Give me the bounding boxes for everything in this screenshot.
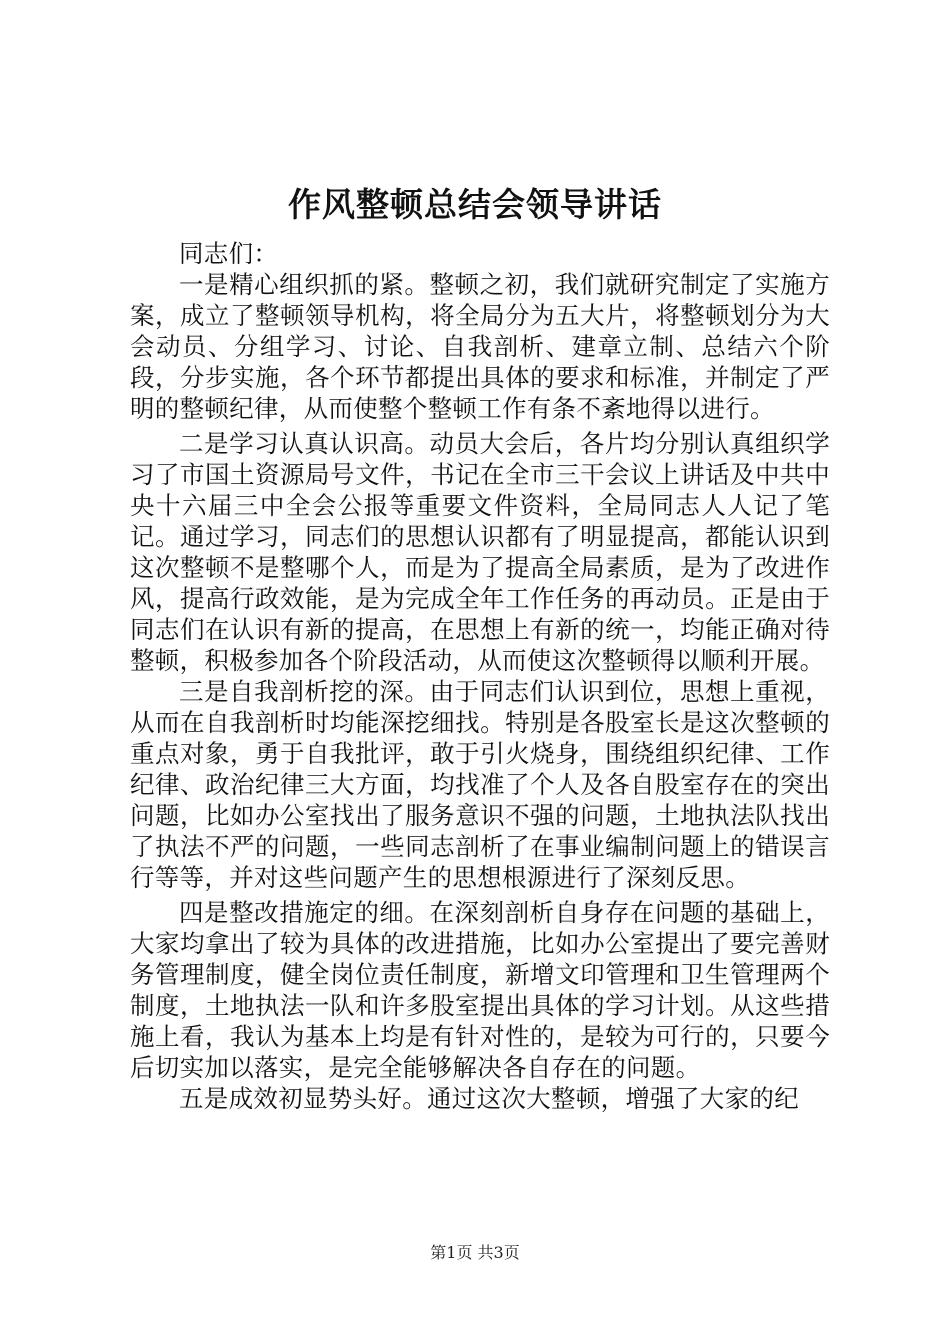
paragraph-2: 二是学习认真认识高。动员大会后，各片均分别认真组织学习了市国土资源局号文件，书记在全市三干会议上讲话及中共中央十六届三中全会公报等重要文件资料，全局同志人人记了笔记。通过学习，同志们的思想认识都有了明显提高，都能认识到这次整顿不是整哪个人，而是为了提高全局素质，是为了改进作风，提高行政效能，是为完成全年工作任务的再动员。正是由于同志们在认识有新的提高，在思想上有新的统一，均能正确对待整顿，积极参加各个阶段活动，从而使这次整顿得以顺利开展。 [130,429,830,675]
document-title: 作风整顿总结会领导讲话 [288,185,662,224]
salutation: 同志们： [179,239,279,268]
paragraph-4: 四是整改措施定的细。在深刻剖析自身存在问题的基础上，大家均拿出了较为具体的改进措施，比如办公室提出了要完善财务管理制度，健全岗位责任制度，新增文印管理和卫生管理两个制度，土地执法一队和许多股室提出具体的学习计划。从这些措施上看，我认为基本上均是有针对性的，是较为可行的，只要今后切实加以落实，是完全能够解决各自存在的问题。 [130,898,830,1082]
paragraph-1: 一是精心组织抓的紧。整顿之初，我们就研究制定了实施方案，成立了整顿领导机构，将全局分为五大片，将整顿划分为大会动员、分组学习、讨论、自我剖析、建章立制、总结六个阶段，分步实施，各个环节都提出具体的要求和标准，并制定了严明的整顿纪律，从而使整个整顿工作有条不紊地得以进行。 [130,270,830,423]
paragraph-5: 五是成效初显势头好。通过这次大整顿，增强了大家的纪 [179,1084,799,1113]
document-body [130,238,830,1114]
page-footer: 第1页 共3页 [430,1243,520,1262]
paragraph-3: 三是自我剖析挖的深。由于同志们认识到位，思想上重视，从而在自我剖析时均能深挖细找。特别是各股室长是这次整顿的重点对象，勇于自我批评，敢于引火烧身，围绕组织纪律、工作纪律、政治纪律三大方面，均找准了个人及各自股室存在的突出问题，比如办公室找出了服务意识不强的问题，土地执法队找出了执法不严的问题，一些同志剖析了在事业编制问题上的错误言行等等，并对这些问题产生的思想根源进行了深刻反思。 [130,677,830,892]
